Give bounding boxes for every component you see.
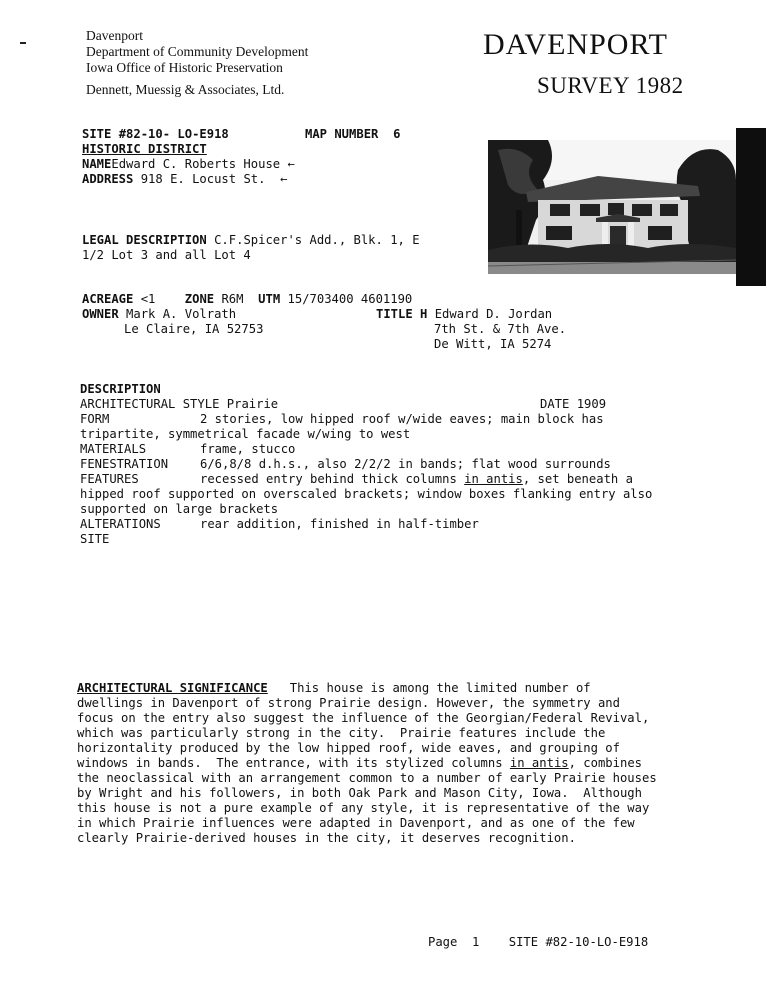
alterations-value: rear addition, finished in half-timber bbox=[200, 517, 479, 531]
zone-label: ZONE bbox=[184, 292, 215, 306]
features-line-1 bbox=[80, 472, 652, 487]
agency-line-3: Iowa Office of Historic Preservation bbox=[86, 60, 283, 75]
consultant-name: Dennett, Muessig & Associates, Ltd. bbox=[86, 82, 285, 97]
house-photo bbox=[488, 140, 736, 274]
title-holder-line bbox=[376, 307, 552, 322]
legal-line-1 bbox=[82, 233, 420, 248]
form-line-1 bbox=[80, 412, 652, 427]
site-label: SITE bbox=[82, 127, 112, 141]
materials-line bbox=[80, 442, 652, 457]
features-line-2: hipped roof supported on overscaled brackets; window boxes flanking entry also bbox=[80, 487, 653, 501]
utm-label: UTM bbox=[258, 292, 281, 306]
features-value-1u: in antis bbox=[464, 472, 523, 486]
address-value: 918 E. Locust St. bbox=[140, 172, 266, 186]
page-number: 1 bbox=[472, 935, 480, 949]
title-holder-name: Edward D. Jordan bbox=[434, 307, 553, 321]
survey-subtitle: SURVEY 1982 bbox=[537, 73, 684, 98]
dash-mark: ← bbox=[280, 172, 288, 186]
title-holder-city: De Witt, IA 5274 bbox=[434, 337, 552, 351]
address-line bbox=[82, 172, 288, 187]
zone-value: R6M bbox=[221, 292, 244, 306]
significance-line-3: focus on the entry also suggest the influence of the Georgian/Federal Revival, bbox=[77, 711, 650, 725]
acreage-label: ACREAGE bbox=[82, 292, 134, 306]
name-line bbox=[82, 157, 295, 172]
name-value: Edward C. Roberts House bbox=[111, 157, 281, 171]
site-field-label: SITE bbox=[80, 532, 110, 546]
significance-text-6u: in antis bbox=[509, 756, 569, 770]
owner-label: OWNER bbox=[82, 307, 119, 321]
legal-label: LEGAL DESCRIPTION bbox=[82, 233, 207, 247]
form-line-2: tripartite, symmetrical facade w/wing to west bbox=[80, 427, 411, 441]
significance-text-6a: windows in bands. The entrance, with its stylized columns bbox=[77, 756, 510, 770]
map-number-line bbox=[305, 127, 400, 142]
site-number: #82-10- LO-E918 bbox=[118, 127, 229, 141]
survey-title: DAVENPORT bbox=[483, 28, 669, 61]
date-value: 1909 bbox=[576, 397, 607, 411]
alterations-line bbox=[80, 517, 652, 532]
form-label: FORM bbox=[80, 412, 110, 426]
fenestration-line bbox=[80, 457, 652, 472]
historic-district-label: HISTORIC DISTRICT bbox=[82, 142, 207, 156]
features-label: FEATURES bbox=[80, 472, 139, 486]
map-number-value: 6 bbox=[393, 127, 401, 141]
date-line bbox=[540, 397, 606, 412]
significance-line-11: clearly Prairie-derived houses in the city, it deserves recognition. bbox=[77, 831, 576, 845]
legal-value-1: C.F.Spicer's Add., Blk. 1, E bbox=[214, 233, 420, 247]
style-label: ARCHITECTURAL STYLE bbox=[80, 397, 220, 411]
footer-site-number: #82-10-LO-E918 bbox=[545, 935, 649, 949]
name-label: NAME bbox=[82, 157, 112, 171]
materials-value: frame, stucco bbox=[200, 442, 296, 456]
description-heading: DESCRIPTION bbox=[80, 382, 161, 396]
map-number-label: MAP NUMBER bbox=[305, 127, 379, 141]
title-holder-street: 7th St. & 7th Ave. bbox=[434, 322, 567, 336]
fenestration-value: 6/6,8/8 d.h.s., also 2/2/2 in bands; flat wood surrounds bbox=[200, 457, 611, 471]
significance-line-4: which was particularly strong in the city. Prairie features include the bbox=[77, 726, 606, 740]
address-label: ADDRESS bbox=[82, 172, 134, 186]
style-value: Prairie bbox=[226, 397, 279, 411]
form-value-1: 2 stories, low hipped roof w/wide eaves; main block has bbox=[200, 412, 604, 426]
owner-line bbox=[82, 307, 236, 322]
agency-line-2: Department of Community Development bbox=[86, 44, 309, 59]
significance-line-9: this house is not a pure example of any style, it is representative of the way bbox=[77, 801, 650, 815]
materials-label: MATERIALS bbox=[80, 442, 147, 456]
acreage-value: <1 bbox=[140, 292, 156, 306]
owner-name: Mark A. Volrath bbox=[126, 307, 237, 321]
significance-line-10: in which Prairie influences were adapted in Davenport, and as one of the few bbox=[77, 816, 635, 830]
fenestration-label: FENESTRATION bbox=[80, 457, 169, 471]
dash-mark: ← bbox=[287, 157, 295, 171]
significance-line-5: horizontality produced by the low hipped roof, wide eaves, and grouping of bbox=[77, 741, 620, 755]
significance-line-8: by Wright and his followers, in both Oak Park and Mason City, Iowa. Although bbox=[77, 786, 642, 800]
house-photo-drawing bbox=[488, 140, 736, 274]
alterations-label: ALTERATIONS bbox=[80, 517, 161, 531]
site-line bbox=[82, 127, 229, 142]
significance-heading: ARCHITECTURAL SIGNIFICANCE bbox=[77, 681, 268, 695]
features-line-3: supported on large brackets bbox=[80, 502, 279, 516]
footer-site-label: SITE bbox=[508, 935, 539, 949]
utm-value: 15/703400 4601190 bbox=[287, 292, 413, 306]
legal-line-2: 1/2 Lot 3 and all Lot 4 bbox=[82, 248, 251, 262]
acreage-line bbox=[82, 292, 412, 307]
date-label: DATE bbox=[540, 397, 570, 411]
significance-section bbox=[77, 681, 657, 846]
photo-border-bar bbox=[736, 128, 766, 286]
title-holder-label: TITLE H bbox=[376, 307, 428, 321]
significance-line-7: the neoclassical with an arrangement common to a number of early Prairie houses bbox=[77, 771, 657, 785]
page-footer bbox=[428, 935, 648, 950]
scan-mark bbox=[20, 42, 26, 44]
significance-line-6 bbox=[77, 756, 657, 771]
features-value-1b: , set beneath a bbox=[522, 472, 633, 486]
page-label: Page bbox=[428, 935, 458, 949]
agency-line-1: Davenport bbox=[86, 28, 143, 43]
owner-city: Le Claire, IA 52753 bbox=[124, 322, 264, 336]
significance-line-1 bbox=[77, 681, 657, 696]
features-value-1a: recessed entry behind thick columns bbox=[200, 472, 465, 486]
significance-line-2: dwellings in Davenport of strong Prairie design. However, the symmetry and bbox=[77, 696, 620, 710]
significance-text-6b: , combines bbox=[568, 756, 642, 770]
significance-text-1: This house is among the limited number of bbox=[289, 681, 591, 695]
agency-block bbox=[86, 28, 308, 76]
